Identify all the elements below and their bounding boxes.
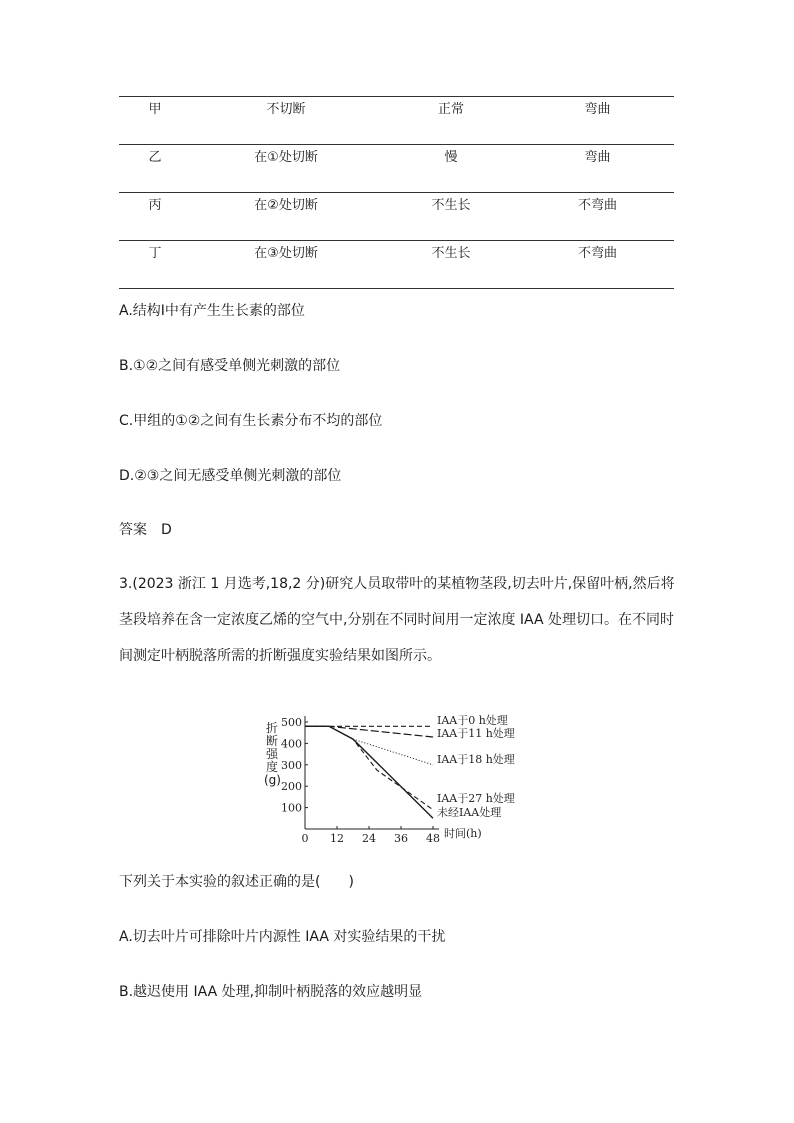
break-strength-chart <box>258 706 538 852</box>
table-row <box>119 96 674 144</box>
table-row <box>119 192 674 240</box>
series-label-5: 未经IAA处理 <box>437 806 502 819</box>
table-cell-bending: 弯曲 <box>584 150 611 165</box>
q2-option-d: D.②③之间无感受单侧光刺激的部位 <box>119 468 342 484</box>
table-cell-treatment: 在②处切断 <box>254 198 318 213</box>
q3-stem: 3.(2023 浙江 1 月选考,18,2 分)研究人员取带叶的某植物茎段,切去叶片,保留叶柄,然后将茎段培养在含一定浓度乙烯的空气中,分别在不同时间用一定浓度 IAA 处理切口。在不同时间测定叶柄脱落所需的折断强度实验结果如图所示。 <box>119 576 675 664</box>
q3-question: 下列关于本实验的叙述正确的是( ) <box>119 874 354 890</box>
table-cell-growth: 不生长 <box>431 246 471 261</box>
series-line-2 <box>305 726 433 737</box>
x-tick-label: 24 <box>362 832 376 845</box>
table-cell-bending: 不弯曲 <box>577 198 617 213</box>
q3-option-b: B.越迟使用 IAA 处理,抑制叶柄脱落的效应越明显 <box>119 984 423 1000</box>
q2-option-c: C.甲组的①②之间有生长素分布不均的部位 <box>119 413 383 429</box>
series-label-3: IAA于18 h处理 <box>437 753 515 766</box>
q2-answer: 答案 D <box>119 522 172 538</box>
x-tick-label: 48 <box>426 832 440 845</box>
series-label-4: IAA于27 h处理 <box>437 792 515 805</box>
q3-option-a: A.切去叶片可排除叶片内源性 IAA 对实验结果的干扰 <box>119 929 446 945</box>
results-table <box>119 96 674 289</box>
x-tick-label: 0 <box>301 832 309 845</box>
table-cell-group: 乙 <box>148 150 162 165</box>
table-row <box>119 240 674 289</box>
table-cell-bending: 不弯曲 <box>577 246 617 261</box>
table-cell-treatment: 在③处切断 <box>254 246 318 261</box>
series-line-5 <box>305 726 433 818</box>
y-tick-label: 200 <box>281 780 302 794</box>
series-label-1: IAA于0 h处理 <box>437 714 508 727</box>
q2-option-a: A.结构Ⅰ中有产生生长素的部位 <box>119 303 305 319</box>
table-cell-group: 丁 <box>148 246 162 261</box>
y-tick-label: 300 <box>281 758 302 772</box>
series-label-2: IAA于11 h处理 <box>437 727 515 740</box>
table-row <box>119 144 674 192</box>
table-cell-treatment: 不切断 <box>266 102 306 117</box>
y-tick-label: 400 <box>281 737 302 751</box>
series-line-4 <box>305 726 433 809</box>
chart-canvas <box>258 706 538 852</box>
q2-option-b: B.①②之间有感受单侧光刺激的部位 <box>119 358 341 374</box>
table-cell-group: 丙 <box>148 198 162 213</box>
table-cell-growth: 慢 <box>444 150 458 165</box>
table-cell-growth: 正常 <box>437 102 464 117</box>
y-tick-label: 100 <box>281 801 302 815</box>
x-tick-label: 12 <box>330 832 344 845</box>
table-cell-growth: 不生长 <box>431 198 471 213</box>
table-cell-bending: 弯曲 <box>584 102 611 117</box>
table-cell-group: 甲 <box>148 102 162 117</box>
table-cell-treatment: 在①处切断 <box>254 150 318 165</box>
y-axis-label: 折断强度(g) <box>264 721 281 787</box>
y-tick-label: 500 <box>281 716 302 729</box>
x-axis-label: 时间(h) <box>444 827 482 840</box>
x-tick-label: 36 <box>394 832 408 845</box>
